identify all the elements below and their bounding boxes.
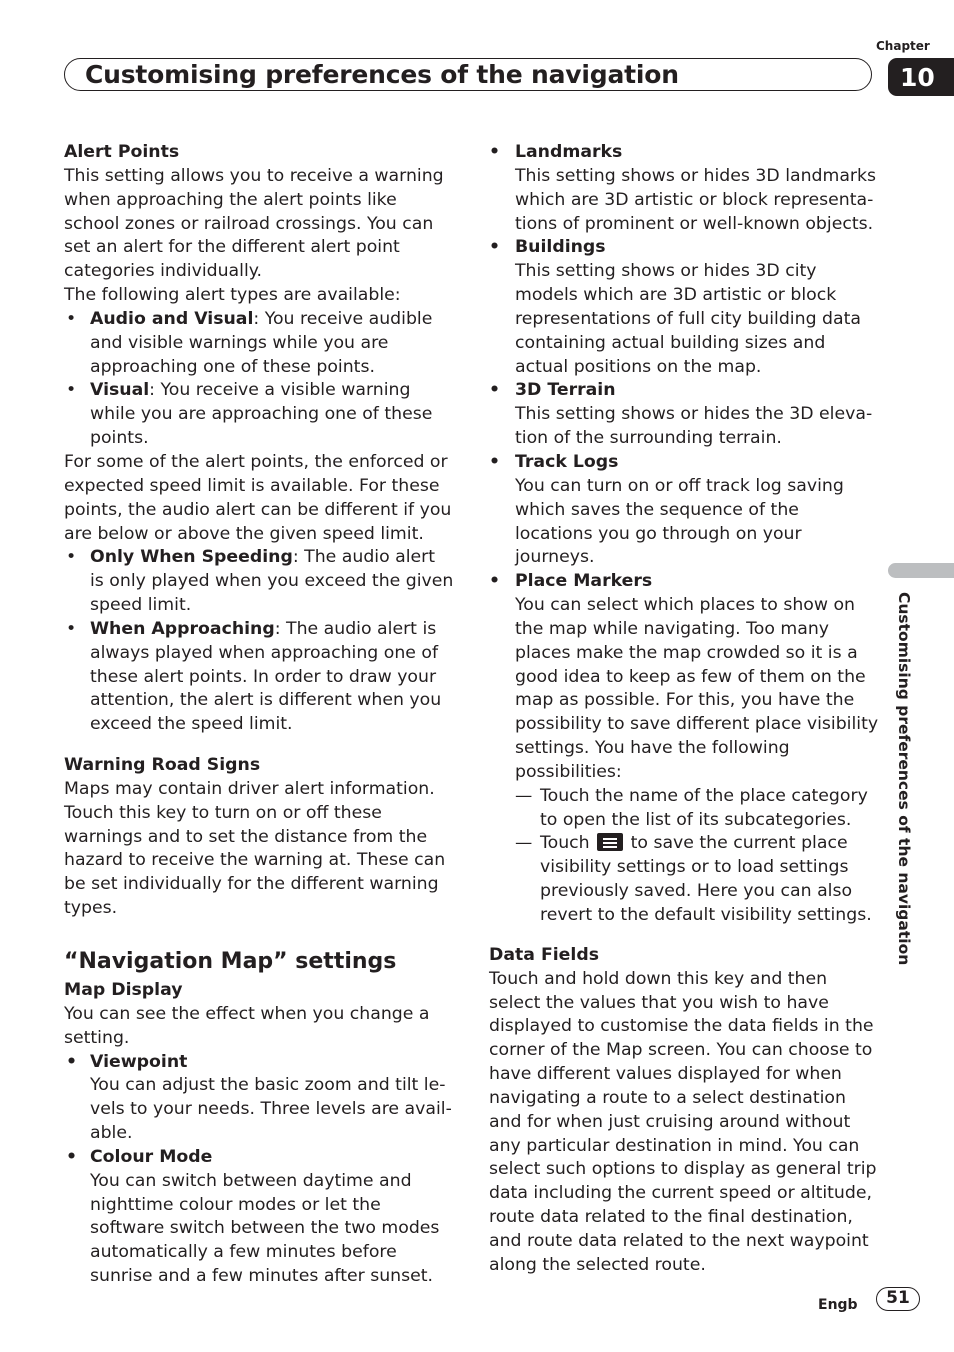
side-tab-label: Customising preferences of the navigation — [895, 592, 913, 966]
navigation-map-heading: “Navigation Map” settings — [64, 949, 397, 974]
bullet-text: : The audio alert is always played when approaching one of these alert points. In order to draw your attention, the alert is different when you exceed the speed limit. — [90, 618, 442, 735]
side-tab-marker — [888, 563, 954, 578]
bullet-buildings: • Buildings — [489, 236, 881, 260]
page-title: Customising preferences of the navigation — [85, 60, 679, 89]
dash-text: Touch the name of the place category to open the list of its subcategories. — [540, 785, 868, 830]
bullet-colour-mode: • Colour Mode — [64, 1146, 454, 1170]
alert-types-intro: The following alert types are available: — [64, 285, 401, 306]
bullet-only-speeding — [64, 546, 454, 618]
bullet-text: : You receive audible and visible warnings while you are approaching one of these points. — [90, 308, 433, 377]
colour-mode-text: You can switch between daytime and nighttime colour modes or let the software switch between the two modes automatically a few minutes before sunrise and a few minutes after sunset. — [90, 1170, 440, 1287]
warning-signs-heading: Warning Road Signs — [64, 755, 261, 776]
dash-item-category — [489, 785, 881, 833]
alert-points-heading: Alert Points — [64, 142, 180, 162]
track-logs-text: You can turn on or off track log saving which saves the sequence of the locations you go through on your journeys. — [515, 475, 844, 568]
right-column — [489, 141, 881, 1278]
bullet-text: : You receive a visible warning while you are approaching one of these points. — [90, 380, 433, 449]
left-column — [64, 141, 454, 1289]
data-fields-text: Touch and hold down this key and then select the values that you wish to have displayed to customise the data fields in the corner of the Map screen. You can choose to have different values displayed for when navigating a route to a select destination and for when just cruising around without any particular destination in mind. You can select such options to display as general trip data including the current speed or altitude, route data related to the final destination, and route data related to the next waypoint along the selected route. — [489, 968, 877, 1275]
bullet-text: : The audio alert is only played when you exceed the given speed limit. — [90, 547, 454, 616]
landmarks-text: This setting shows or hides 3D landmarks which are 3D artistic or block representations of prominent or well-known objects. — [515, 165, 877, 234]
terrain-text: This setting shows or hides the 3D elevation of the surrounding terrain. — [515, 404, 873, 449]
bullet-landmarks: • Landmarks — [489, 141, 881, 165]
buildings-text: This setting shows or hides 3D city models which are 3D artistic or block representations of full city building data containing actual building sizes and actual positions on the map. — [515, 261, 861, 377]
dash-mark: — — [515, 833, 533, 854]
chapter-number-badge: 10 — [888, 58, 954, 96]
bullet-3d-terrain: • 3D Terrain — [489, 379, 881, 403]
bullet-label: When Approaching — [90, 618, 275, 639]
bullet-label: Only When Speeding — [90, 547, 293, 568]
bullet-visual — [64, 379, 454, 451]
bullet-track-logs: • Track Logs — [489, 451, 881, 475]
warning-signs-text: Maps may contain driver alert information. Touch this key to turn on or off these warnings and to set the distance from the hazard to receive the warning at. These can be set individually for the different warning types. — [64, 778, 446, 919]
bullet-when-approaching — [64, 618, 454, 737]
dash-text-before: Touch — [540, 833, 590, 854]
bullet-viewpoint: • Viewpoint — [64, 1051, 454, 1075]
bullet-label: Visual — [90, 380, 150, 401]
bullet-audio-visual — [64, 308, 454, 380]
speed-limit-paragraph: For some of the alert points, the enforced or expected speed limit is available. For these points, the audio alert can be different if you are below or above the given speed limit. — [64, 451, 452, 544]
alert-points-intro: This setting allows you to receive a warning when approaching the alert points like school zones or railroad crossings. You can set an alert for the different alert point categories individually. — [64, 165, 444, 282]
chapter-label: Chapter — [876, 39, 930, 53]
dash-mark: — — [515, 785, 533, 806]
data-fields-heading: Data Fields — [489, 944, 599, 965]
viewpoint-text: You can adjust the basic zoom and tilt levels to your needs. Three levels are available. — [90, 1075, 452, 1144]
bullet-label: Audio and Visual — [90, 308, 254, 329]
menu-list-icon — [597, 833, 623, 851]
page-number: 51 — [876, 1287, 920, 1311]
footer-language: Engb — [818, 1297, 858, 1313]
map-display-text: You can see the effect when you change a setting. — [64, 1003, 430, 1048]
map-display-heading: Map Display — [64, 980, 183, 1000]
chapter-title-bar — [64, 58, 872, 91]
place-markers-text: You can select which places to show on the map while navigating. Too many places make the map crowded so it is a good idea to keep as few of them on the map as possible. For this, you have the possibility to save different place visibility settings. You have the following possibilities: — [515, 595, 879, 782]
dash-text-after: to save the current place visibility settings or to load settings previously saved. Here you can also revert to the default visibility settings. — [540, 833, 872, 925]
dash-item-visibility — [489, 832, 881, 927]
bullet-place-markers: • Place Markers — [489, 570, 881, 594]
